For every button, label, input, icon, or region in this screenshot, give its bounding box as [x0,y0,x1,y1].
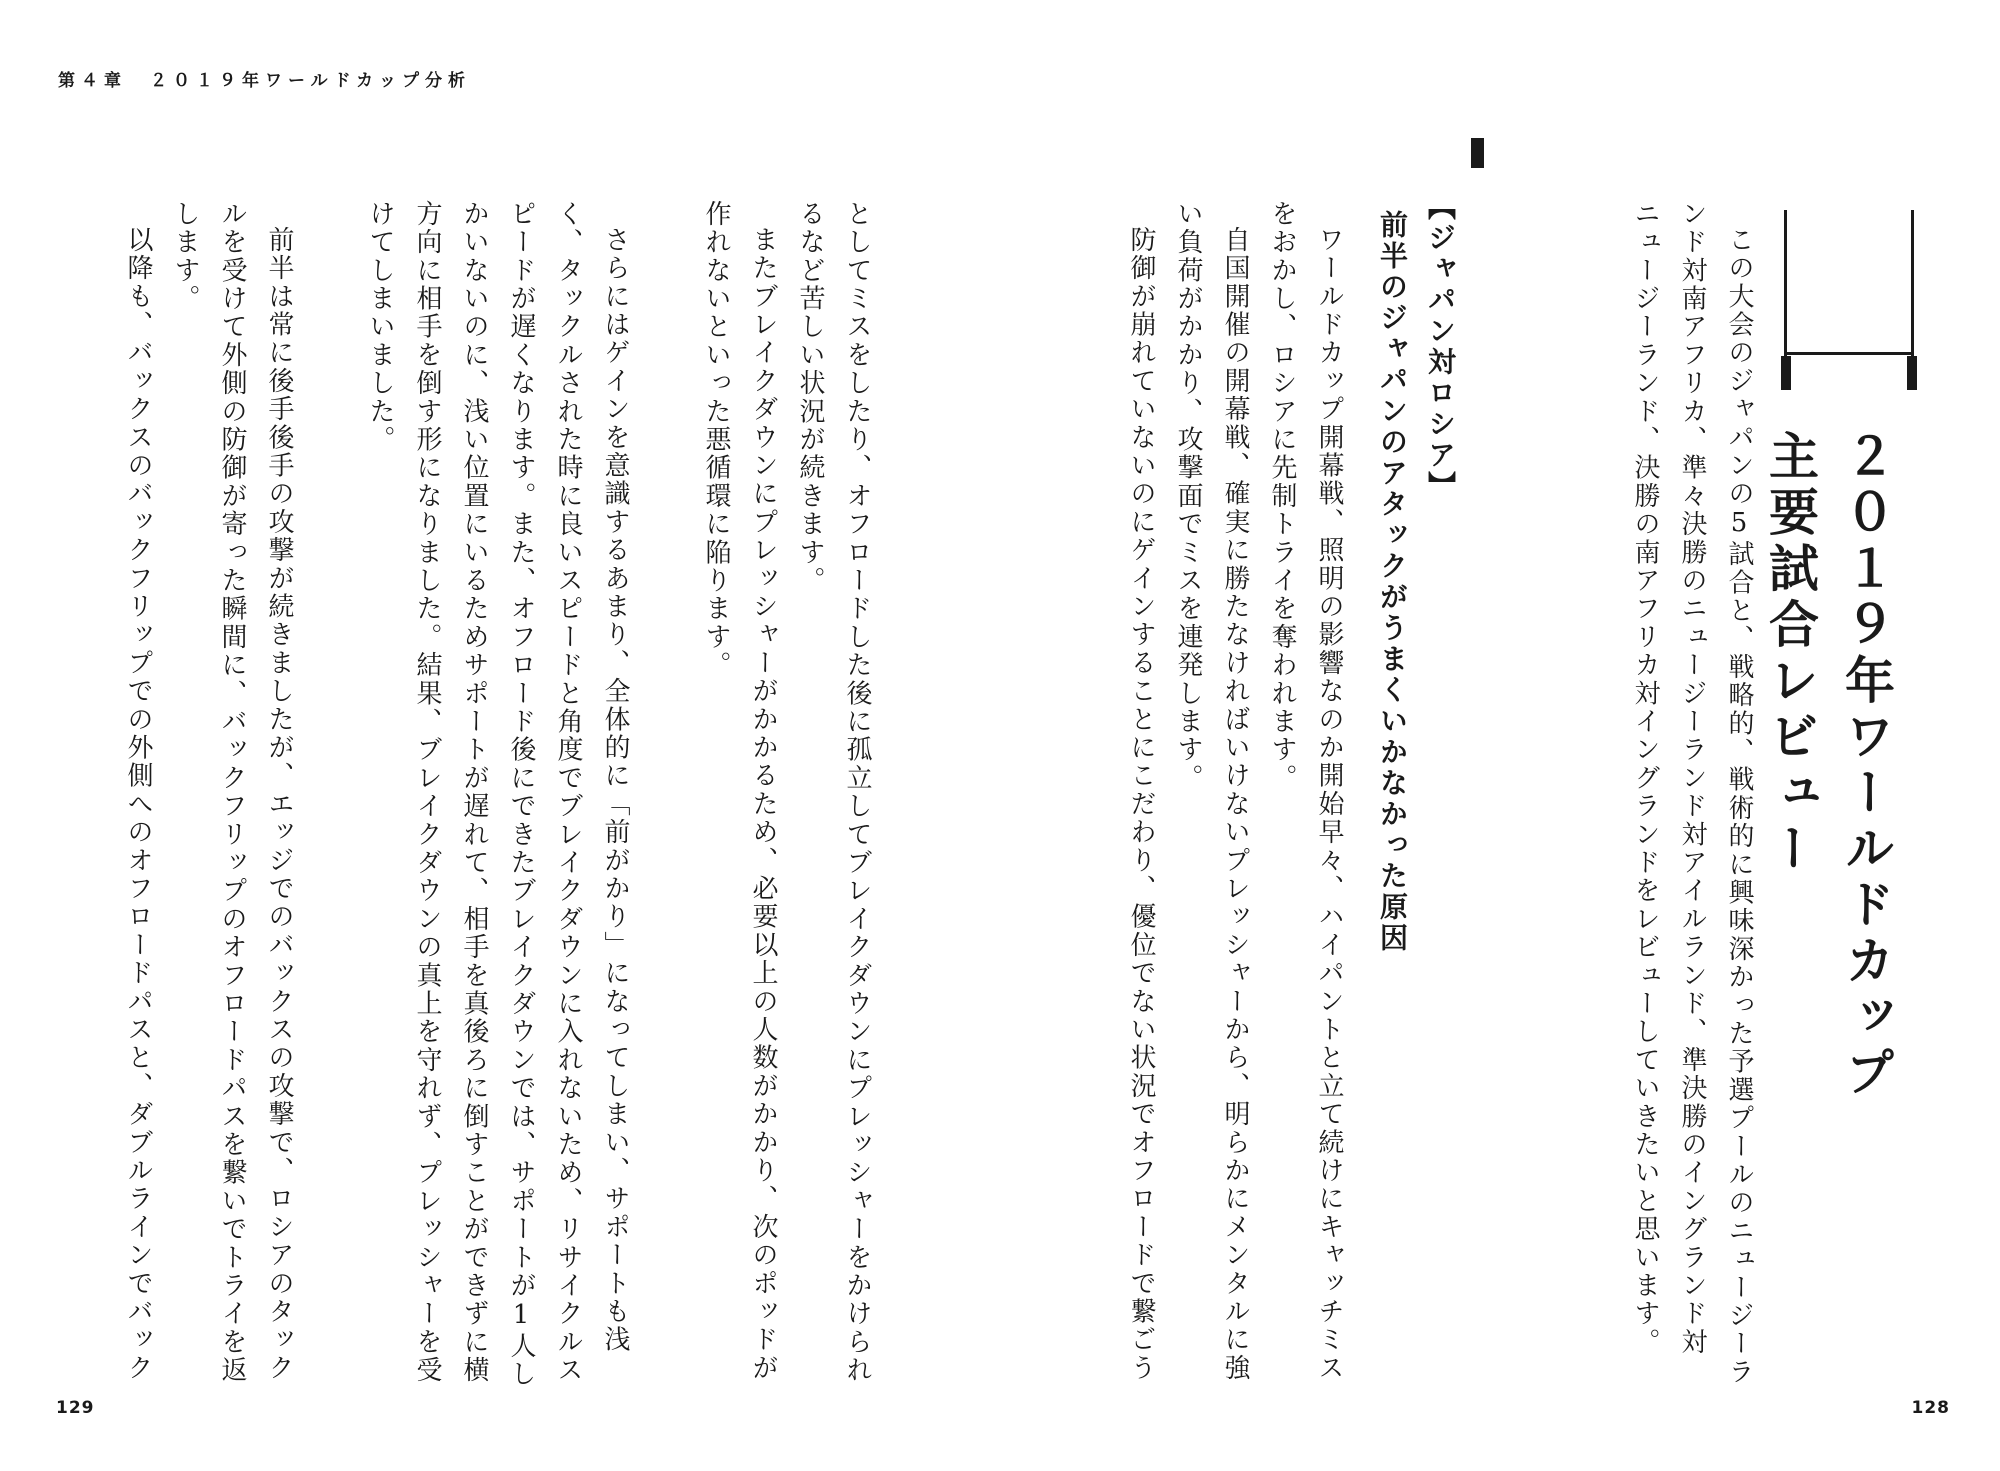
body-line: します。 [170,200,200,313]
blank-line [302,200,356,1388]
section-title: 前半のジャパンのアタックがうまくいかなかった原因 [1376,210,1409,954]
body-line: ルを受けて外側の防御が寄った瞬間に、バックフリップのオフロードパスを繋いでトライを返 [217,200,247,1385]
page-number-right: 128 [1911,1398,1950,1418]
body-line: 方向に相手を倒す形になりました。結果、ブレイクダウンの真上を守れず、プレッシャーを受 [412,200,442,1385]
section-label: 【ジャパン対ロシア】 [1424,192,1457,502]
main-title [1752,430,1904,1102]
body-line: ワールドカップ開幕戦、照明の影響なのか開始早々、ハイパントと立て続けにキャッチミス [1314,226,1344,1383]
title-line-2: 主要試合レビュー [1761,430,1819,878]
body-line: 防御が崩れていないのにゲインすることにこだわり、優位でない状況でオフロードで繋ごう [1126,226,1156,1383]
body-line: 作れないといった悪循環に陥ります。 [701,200,731,680]
body-line: またブレイクダウンにプレッシャーがかかるため、必要以上の人数がかかり、次のポッドが [748,226,778,1383]
body-line: るなど苦しい状況が続きます。 [795,200,825,595]
right-page-body [1117,200,1352,1382]
body-line: 以降も、バックスのバックフリップでの外側へのオフロードパスと、ダブルラインでバック [123,226,153,1383]
body-line: い負荷がかかり、攻撃面でミスを連発します。 [1173,200,1203,793]
running-head: 第４章 ２０１９年ワールドカップ分析 [58,71,471,91]
heading-marker [1471,138,1484,168]
body-line: としてミスをしたり、オフロードした後に孤立してブレイクダウンにプレッシャーをかけられ [842,200,872,1385]
body-line: 前半は常に後手後手の攻撃が続きましたが、エッジでのバックスの攻撃で、ロシアのタック [264,226,294,1383]
body-line: かいないのに、浅い位置にいるためサポートが遅れて、相手を真後ろに倒すことができずに横 [459,200,489,1385]
title-line-1: ２０１９年ワールドカップ [1837,430,1895,1102]
intro-line-3: ニュージーランド、決勝の南アフリカ対イングランドをレビューしていきたいと思います。 [1630,200,1660,1357]
body-line: けてしまいました。 [365,200,395,454]
intro-line-2: ンド対南アフリカ、準々決勝のニュージーランド対アイルランド、準決勝のイングランド対 [1677,200,1707,1357]
body-line: く、タックルされた時に良いスピードと角度でブレイクダウンに入れないため、リサイクルス [553,200,583,1385]
body-line: をおかし、ロシアに先制トライを奪われます。 [1267,200,1297,793]
goalpost-icon [1776,210,1922,390]
section-heading [1368,192,1464,954]
intro-paragraph [1621,200,1762,1386]
blank-line [638,200,692,1388]
intro-line-1: この大会のジャパンの5試合と、戦略的、戦術的に興味深かった予選プールのニュージーラ [1724,226,1754,1387]
body-line: さらにはゲインを意識するあまり、全体的に「前がかり」になってしまい、サポートも浅 [600,226,630,1354]
body-line: ピードが遅くなります。また、オフロード後にできたブレイクダウンでは、サポートが1人し [506,200,536,1389]
body-line: 自国開催の開幕戦、確実に勝たなければいけないプレッシャーから、明らかにメンタルに強 [1220,226,1250,1383]
page-number-left: 129 [56,1398,95,1418]
left-page-body [114,200,880,1388]
